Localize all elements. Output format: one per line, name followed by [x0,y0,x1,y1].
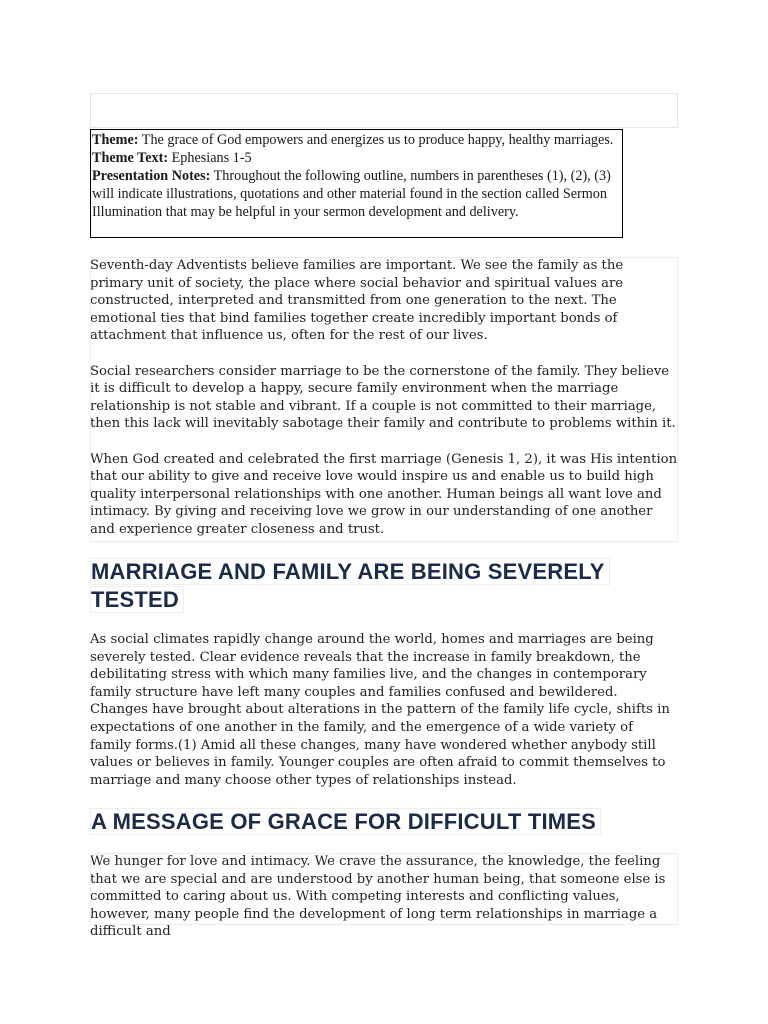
paragraph-1: Seventh-day Adventists believe families are important. We see the family as the primary unit of society, the place where social behavior and spiritual values are constructed, interpreted and transmitted from one generation to the next. The emotional ties that bind families together create incredibly important bonds of attachment that influence us, often for the rest of our lives. [90,258,624,344]
section-heading-message-of-grace [90,808,601,836]
header-blank-box [90,93,678,128]
theme-box [90,129,623,238]
theme-text-value: Ephesians 1-5 [171,150,252,166]
paragraph-2: Social researchers consider marriage to be the cornerstone of the family. They believe it is difficult to develop a happy, secure family environment when the marriage relationship is not stable and vibrant. If a couple is not committed to their marriage, then this lack will inevitably sabotage their family and contribute to problems within it. [90,363,676,432]
theme-label: Theme: [92,132,139,148]
section-heading-marriage-tested [90,558,610,614]
body-section-tested [90,631,678,789]
theme-text-line [92,149,622,167]
theme-text: The grace of God empowers and energizes us to produce happy, healthy marriages. [141,132,614,148]
presentation-notes-text: Throughout the following outline, numbers in parentheses (1), (2), (3) will indicate illustrations, quotations and other material found in the section called Sermon Illumination that may be helpful in your sermon development and delivery. [92,168,611,220]
body-section-intro [90,257,678,539]
theme-line [92,131,622,149]
theme-text-label: Theme Text: [92,150,169,166]
heading-line-1: MARRIAGE AND FAMILY ARE BEING SEVERELY [90,558,610,585]
paragraph-5: We hunger for love and intimacy. We crave the assurance, the knowledge, the feeling that we are special and are understood by another human being, that someone else is committed to caring about us. With competing interests and conflicting values, however, many people find the development of long term relationships in marriage a difficult and [90,854,666,940]
paragraph-4: As social climates rapidly change around the world, homes and marriages are being severely tested. Clear evidence reveals that the increase in family breakdown, the debilitating stress with which many families live, and the changes in contemporary family structure have left many couples and families confused and bewildered. Changes have brought about alterations in the pattern of the family life cycle, shifts in expectations of one another in the family, and the emergence of a wide variety of family forms.(1) Amid all these changes, many have wondered whether anybody still values or believes in family. Younger couples are often afraid to commit themselves to marriage and many choose other types of relationships instead. [90,632,670,788]
heading-line-2: TESTED [90,586,184,613]
body-section-grace [90,853,678,941]
heading-2-text: A MESSAGE OF GRACE FOR DIFFICULT TIMES [90,808,601,835]
presentation-notes-line [92,167,622,221]
presentation-notes-label: Presentation Notes: [92,168,211,184]
paragraph-3: When God created and celebrated the first marriage (Genesis 1, 2), it was His intention that our ability to give and receive love would inspire us and enable us to build high quality interpersonal relationships with one another. Human beings all want love and intimacy. By giving and receiving love we grow in our understanding of one another and experience greater closeness and trust. [90,451,678,537]
